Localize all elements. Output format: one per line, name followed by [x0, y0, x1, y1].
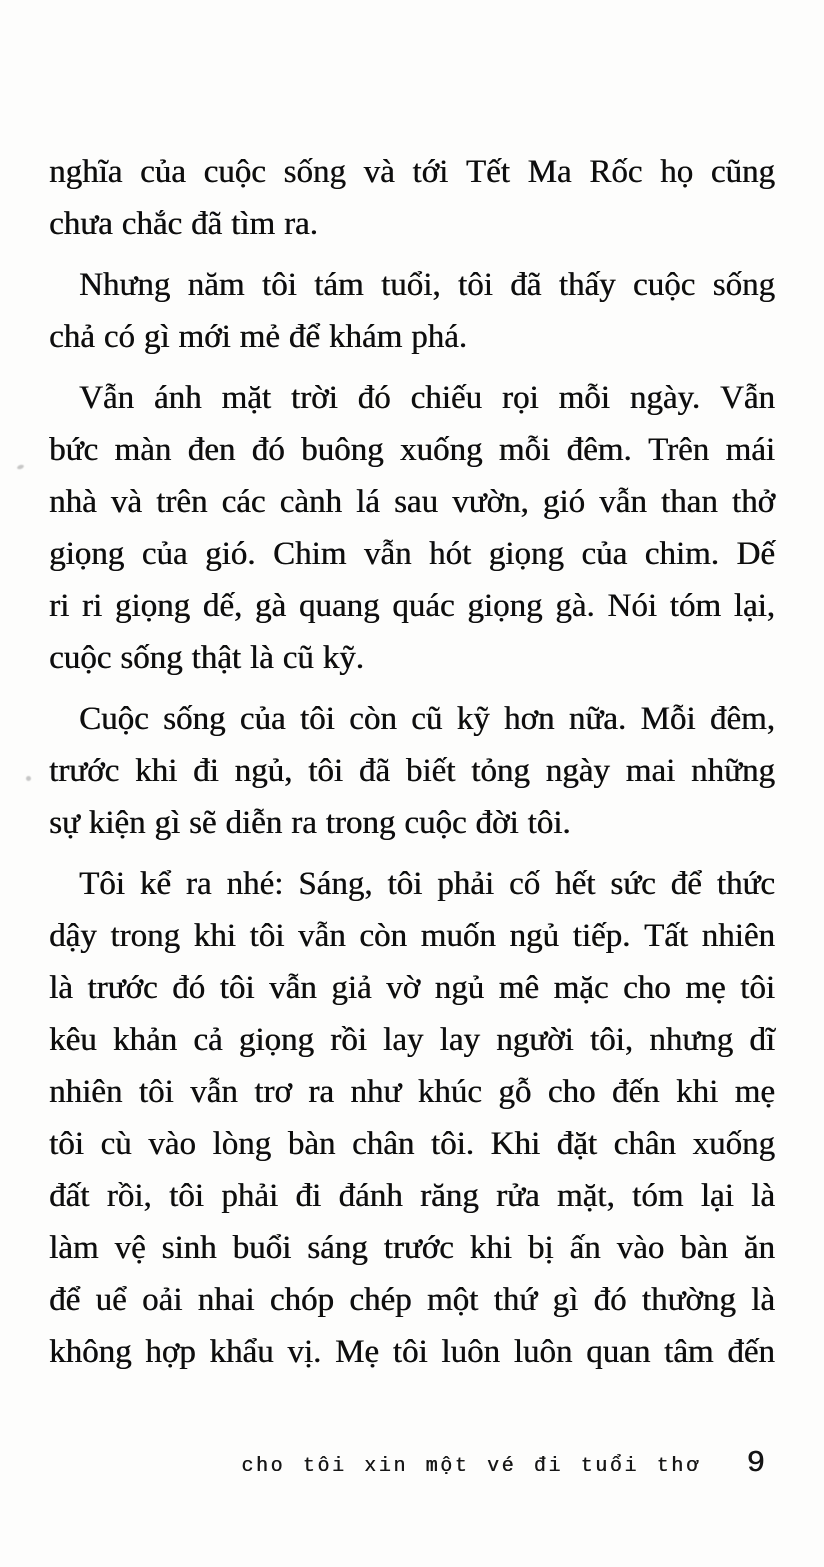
word: gà [254, 588, 287, 624]
word: lòng [212, 1126, 272, 1162]
word: vào [148, 1126, 196, 1162]
paragraph [49, 693, 775, 849]
word: cả [193, 1022, 223, 1058]
word: nghĩa [49, 154, 123, 190]
word: khản [112, 1022, 178, 1058]
word: thường [641, 1282, 736, 1318]
word: khúc [417, 1074, 482, 1110]
word: trước [383, 1230, 454, 1266]
word: rồi, [106, 1178, 152, 1214]
word: cuộc [203, 154, 266, 190]
word: tôi [457, 267, 493, 303]
word: dế, [202, 588, 243, 624]
word: chắc [121, 206, 183, 242]
word: răng [420, 1178, 479, 1214]
word: chả [49, 319, 95, 355]
word: gì [143, 319, 170, 355]
word: luôn [441, 1334, 500, 1370]
word: Tất [643, 918, 688, 954]
word: bàn [287, 1126, 336, 1162]
word: chép [349, 1282, 412, 1318]
word: của [140, 154, 186, 190]
word: tôi, [589, 1022, 633, 1058]
word: cho [547, 1074, 596, 1110]
word: sinh [161, 1230, 217, 1266]
text-line [49, 1274, 775, 1326]
word: tôi [249, 918, 285, 954]
word: bị [527, 1230, 554, 1266]
text-line [49, 146, 775, 198]
page-footer [0, 1446, 765, 1481]
word: lại, [733, 588, 775, 624]
word: sẽ [188, 805, 217, 841]
word: thật [191, 640, 241, 676]
word: hợp [145, 1334, 196, 1370]
word: đã [358, 753, 390, 789]
word: Trên [647, 432, 710, 468]
word: quác [392, 588, 455, 624]
word: năm [187, 267, 245, 303]
word: sức [610, 866, 656, 902]
word: ngày [545, 753, 610, 789]
word: Nhưng [79, 267, 171, 303]
word: mỗi [558, 380, 610, 416]
word: các [221, 484, 266, 520]
word: để [49, 1282, 81, 1318]
word: khẩu [209, 1334, 274, 1370]
word: sự [49, 805, 80, 841]
word: một [426, 1282, 479, 1318]
word: đến [727, 1334, 775, 1370]
running-title: cho tôi xin một vé đi tuổi thơ [241, 1455, 701, 1478]
word: chóp [269, 1282, 334, 1318]
text-line [49, 910, 775, 962]
word: vườn, [452, 484, 529, 520]
text-line [49, 1066, 775, 1118]
word: đời [475, 805, 519, 841]
word: gà. [555, 588, 595, 624]
word: mai [625, 753, 676, 789]
word: nhiên [701, 918, 775, 954]
word: cuộc [404, 805, 467, 841]
word: vẫn [599, 484, 647, 520]
word: chân [351, 1126, 415, 1162]
text-line [49, 632, 775, 684]
word: hót [428, 536, 472, 572]
word: khi [469, 1230, 512, 1266]
word: gió [542, 484, 585, 520]
word: quan [586, 1334, 651, 1370]
word: đặt [556, 1126, 597, 1162]
word: kiện [88, 805, 146, 841]
word: cù [100, 1126, 132, 1162]
word: là [249, 640, 274, 676]
word: vẫn [297, 918, 346, 954]
word: là [49, 970, 73, 1006]
scan-smudge [17, 464, 25, 470]
word: ăn [743, 1230, 775, 1266]
word: hết [555, 866, 596, 902]
word: ri [49, 588, 70, 624]
word: trơ [254, 1074, 292, 1110]
word: ngủ, [234, 753, 293, 789]
word: người [496, 1022, 574, 1058]
word: cố [508, 866, 541, 902]
word: sống [283, 154, 346, 190]
word: mặc [553, 970, 609, 1006]
scan-smudge [26, 776, 31, 781]
word: phải [221, 1178, 279, 1214]
word: gió. [205, 536, 256, 572]
word: còn [349, 701, 397, 737]
word: tuổi, [380, 267, 441, 303]
text-line [49, 372, 775, 424]
word: đó [172, 970, 206, 1006]
word: Tết [465, 154, 510, 190]
word: phá. [411, 319, 467, 355]
word: đi [193, 753, 219, 789]
word: Dế [736, 536, 775, 572]
text-line [49, 580, 775, 632]
page-body-text [49, 146, 775, 1387]
word: Nói [607, 588, 657, 624]
word: thức [716, 866, 775, 902]
word: và [110, 484, 142, 520]
word: đã [190, 206, 223, 242]
word: tôi [219, 970, 255, 1006]
text-line [49, 1222, 775, 1274]
word: cành [279, 484, 342, 520]
word: tôi [169, 1178, 204, 1214]
word: là [751, 1282, 775, 1318]
word: trong [110, 918, 180, 954]
word: tìm [231, 206, 276, 242]
text-line [49, 693, 775, 745]
word: Cuộc [79, 701, 149, 737]
page-number: 9 [746, 1446, 765, 1481]
word: đánh [338, 1178, 403, 1214]
word: giọng [49, 536, 125, 572]
word: sống [712, 267, 775, 303]
word: vào [616, 1230, 665, 1266]
word: đó [357, 380, 391, 416]
word: xuống [692, 1126, 775, 1162]
word: muốn [420, 918, 496, 954]
text-line [49, 476, 775, 528]
word: vẫn [269, 970, 317, 1006]
word: nhà [49, 484, 97, 520]
word: tâm [663, 1334, 714, 1370]
word: gì [552, 1282, 579, 1318]
word: những [690, 753, 775, 789]
word: ngủ [509, 918, 559, 954]
word: chim. [644, 536, 719, 572]
word: trước [87, 970, 158, 1006]
text-line [49, 1170, 775, 1222]
word: đó [251, 432, 285, 468]
word: tôi [387, 866, 423, 902]
word: kỹ [456, 701, 490, 737]
word: của [141, 536, 188, 572]
word: có [103, 319, 135, 355]
word: luôn [513, 1334, 573, 1370]
word: than [660, 484, 718, 520]
text-line [49, 198, 775, 250]
word: tiếp. [572, 918, 631, 954]
text-line [49, 745, 775, 797]
word: trong [325, 805, 396, 841]
word: tôi [261, 267, 297, 303]
word: nữa. [568, 701, 627, 737]
word: tôi. [527, 805, 571, 841]
word: gì [154, 805, 181, 841]
word: để [670, 866, 702, 902]
word: họ [660, 154, 694, 190]
word: cũ [411, 701, 443, 737]
word: phải [437, 866, 494, 902]
word: tóm [632, 1178, 684, 1214]
word: bức [49, 432, 99, 468]
text-line [49, 962, 775, 1014]
word: Tôi [79, 866, 125, 902]
word: buổi [232, 1230, 292, 1266]
word: giọng [488, 536, 564, 572]
word: sau [393, 484, 438, 520]
word: ri [81, 588, 103, 624]
word: tôi [392, 1334, 428, 1370]
text-line [49, 528, 775, 580]
word: để [288, 319, 320, 355]
word: nhai [197, 1282, 255, 1318]
word: rửa [496, 1178, 540, 1214]
word: ra [185, 866, 212, 902]
word: chân [613, 1126, 676, 1162]
paragraph [49, 146, 775, 250]
word: Mỗi [640, 701, 696, 737]
word: Rốc [589, 154, 643, 190]
word: ấn [569, 1230, 601, 1266]
word: mặt, [556, 1178, 615, 1214]
word: đen [187, 432, 236, 468]
word: tóm [669, 588, 721, 624]
text-line [49, 858, 775, 910]
word: Vẫn [79, 380, 134, 416]
word: tỏng [471, 753, 530, 789]
word: vẫn [190, 1074, 238, 1110]
word: thở [731, 484, 775, 520]
word: Mẹ [334, 1334, 379, 1370]
text-line [49, 1118, 775, 1170]
word: đi [295, 1178, 322, 1214]
word: lại [700, 1178, 734, 1214]
text-line [49, 797, 775, 849]
word: ánh [153, 380, 202, 416]
word: khám [328, 319, 403, 355]
word: ra [308, 1074, 334, 1110]
word: Chim [272, 536, 347, 572]
word: và [363, 154, 395, 190]
word: lay [383, 1022, 424, 1058]
text-line [49, 1326, 775, 1378]
word: uể [95, 1282, 127, 1318]
word: đã [510, 267, 542, 303]
word: khi [193, 918, 236, 954]
word: rọi [501, 380, 539, 416]
word: mới [178, 319, 231, 355]
word: tôi [740, 970, 775, 1006]
word: tôi. [430, 1126, 474, 1162]
word: trên [156, 484, 208, 520]
word: thứ [493, 1282, 538, 1318]
word: cuộc [49, 640, 112, 676]
word: giọng [238, 1022, 314, 1058]
word: chưa [49, 206, 113, 242]
paragraph [49, 259, 775, 363]
text-line [49, 424, 775, 476]
word: ngày. [629, 380, 701, 416]
paragraph [49, 372, 775, 684]
paragraph [49, 858, 775, 1378]
word: đêm, [709, 701, 775, 737]
word: tới [412, 154, 449, 190]
word: khi [135, 753, 178, 789]
word: ngủ [434, 970, 485, 1006]
word: cho [623, 970, 671, 1006]
word: Vẫn [719, 380, 775, 416]
word: lá [356, 484, 380, 520]
word: biết [405, 753, 456, 789]
word: tôi [138, 1074, 174, 1110]
word: vệ [114, 1230, 146, 1266]
word: nhưng [649, 1022, 734, 1058]
word: lay [439, 1022, 480, 1058]
word: buông [301, 432, 384, 468]
text-line [49, 311, 775, 363]
word: giọng [467, 588, 543, 624]
word: mê [498, 970, 539, 1006]
word: như [350, 1074, 402, 1110]
word: đêm. [566, 432, 632, 468]
word: trước [49, 753, 120, 789]
word: cuộc [632, 267, 696, 303]
word: làm [49, 1230, 99, 1266]
word: của [239, 701, 286, 737]
word: tôi [49, 1126, 84, 1162]
word: Ma [527, 154, 572, 190]
word: giả [331, 970, 372, 1006]
word: mẹ [734, 1074, 775, 1110]
word: Khi [490, 1126, 541, 1162]
word: không [49, 1334, 132, 1370]
word: sống [163, 701, 226, 737]
word: nhé: [226, 866, 284, 902]
word: đến [611, 1074, 660, 1110]
word: mặt [221, 380, 271, 416]
word: hơn [503, 701, 555, 737]
word: chiếu [410, 380, 482, 416]
word: sống [120, 640, 183, 676]
word: oải [141, 1282, 183, 1318]
word: đất [49, 1178, 90, 1214]
word: vẫn [363, 536, 412, 572]
word: quang [298, 588, 380, 624]
word: gỗ [498, 1074, 532, 1110]
word: kể [139, 866, 171, 902]
word: thấy [558, 267, 616, 303]
word: cũng [710, 154, 775, 190]
word: bàn [680, 1230, 728, 1266]
word: khi [675, 1074, 719, 1110]
word: vị. [287, 1334, 322, 1370]
word: nhiên [49, 1074, 123, 1110]
text-line [49, 1014, 775, 1066]
word: xuống [399, 432, 483, 468]
text-line [49, 259, 775, 311]
word: mẻ [239, 319, 280, 355]
word: kỹ. [322, 640, 364, 676]
word: sáng [307, 1230, 368, 1266]
word: đó [593, 1282, 627, 1318]
word: màn [114, 432, 172, 468]
word: rồi [330, 1022, 367, 1058]
word: trời [290, 380, 338, 416]
word: giọng [114, 588, 191, 624]
word: mẹ [685, 970, 726, 1006]
word: diễn [225, 805, 283, 841]
word: Sáng, [298, 866, 373, 902]
word: mái [725, 432, 775, 468]
word: ra [291, 805, 317, 841]
word: mỗi [498, 432, 551, 468]
word: dĩ [749, 1022, 775, 1058]
word: ra. [283, 206, 318, 242]
word: kêu [49, 1022, 97, 1058]
word: vờ [386, 970, 421, 1006]
word: tám [314, 267, 364, 303]
word: cũ [282, 640, 314, 676]
word: là [751, 1178, 775, 1214]
word: tôi [299, 701, 335, 737]
word: còn [359, 918, 407, 954]
word: tôi [308, 753, 343, 789]
word: của [581, 536, 628, 572]
word: dậy [49, 918, 97, 954]
